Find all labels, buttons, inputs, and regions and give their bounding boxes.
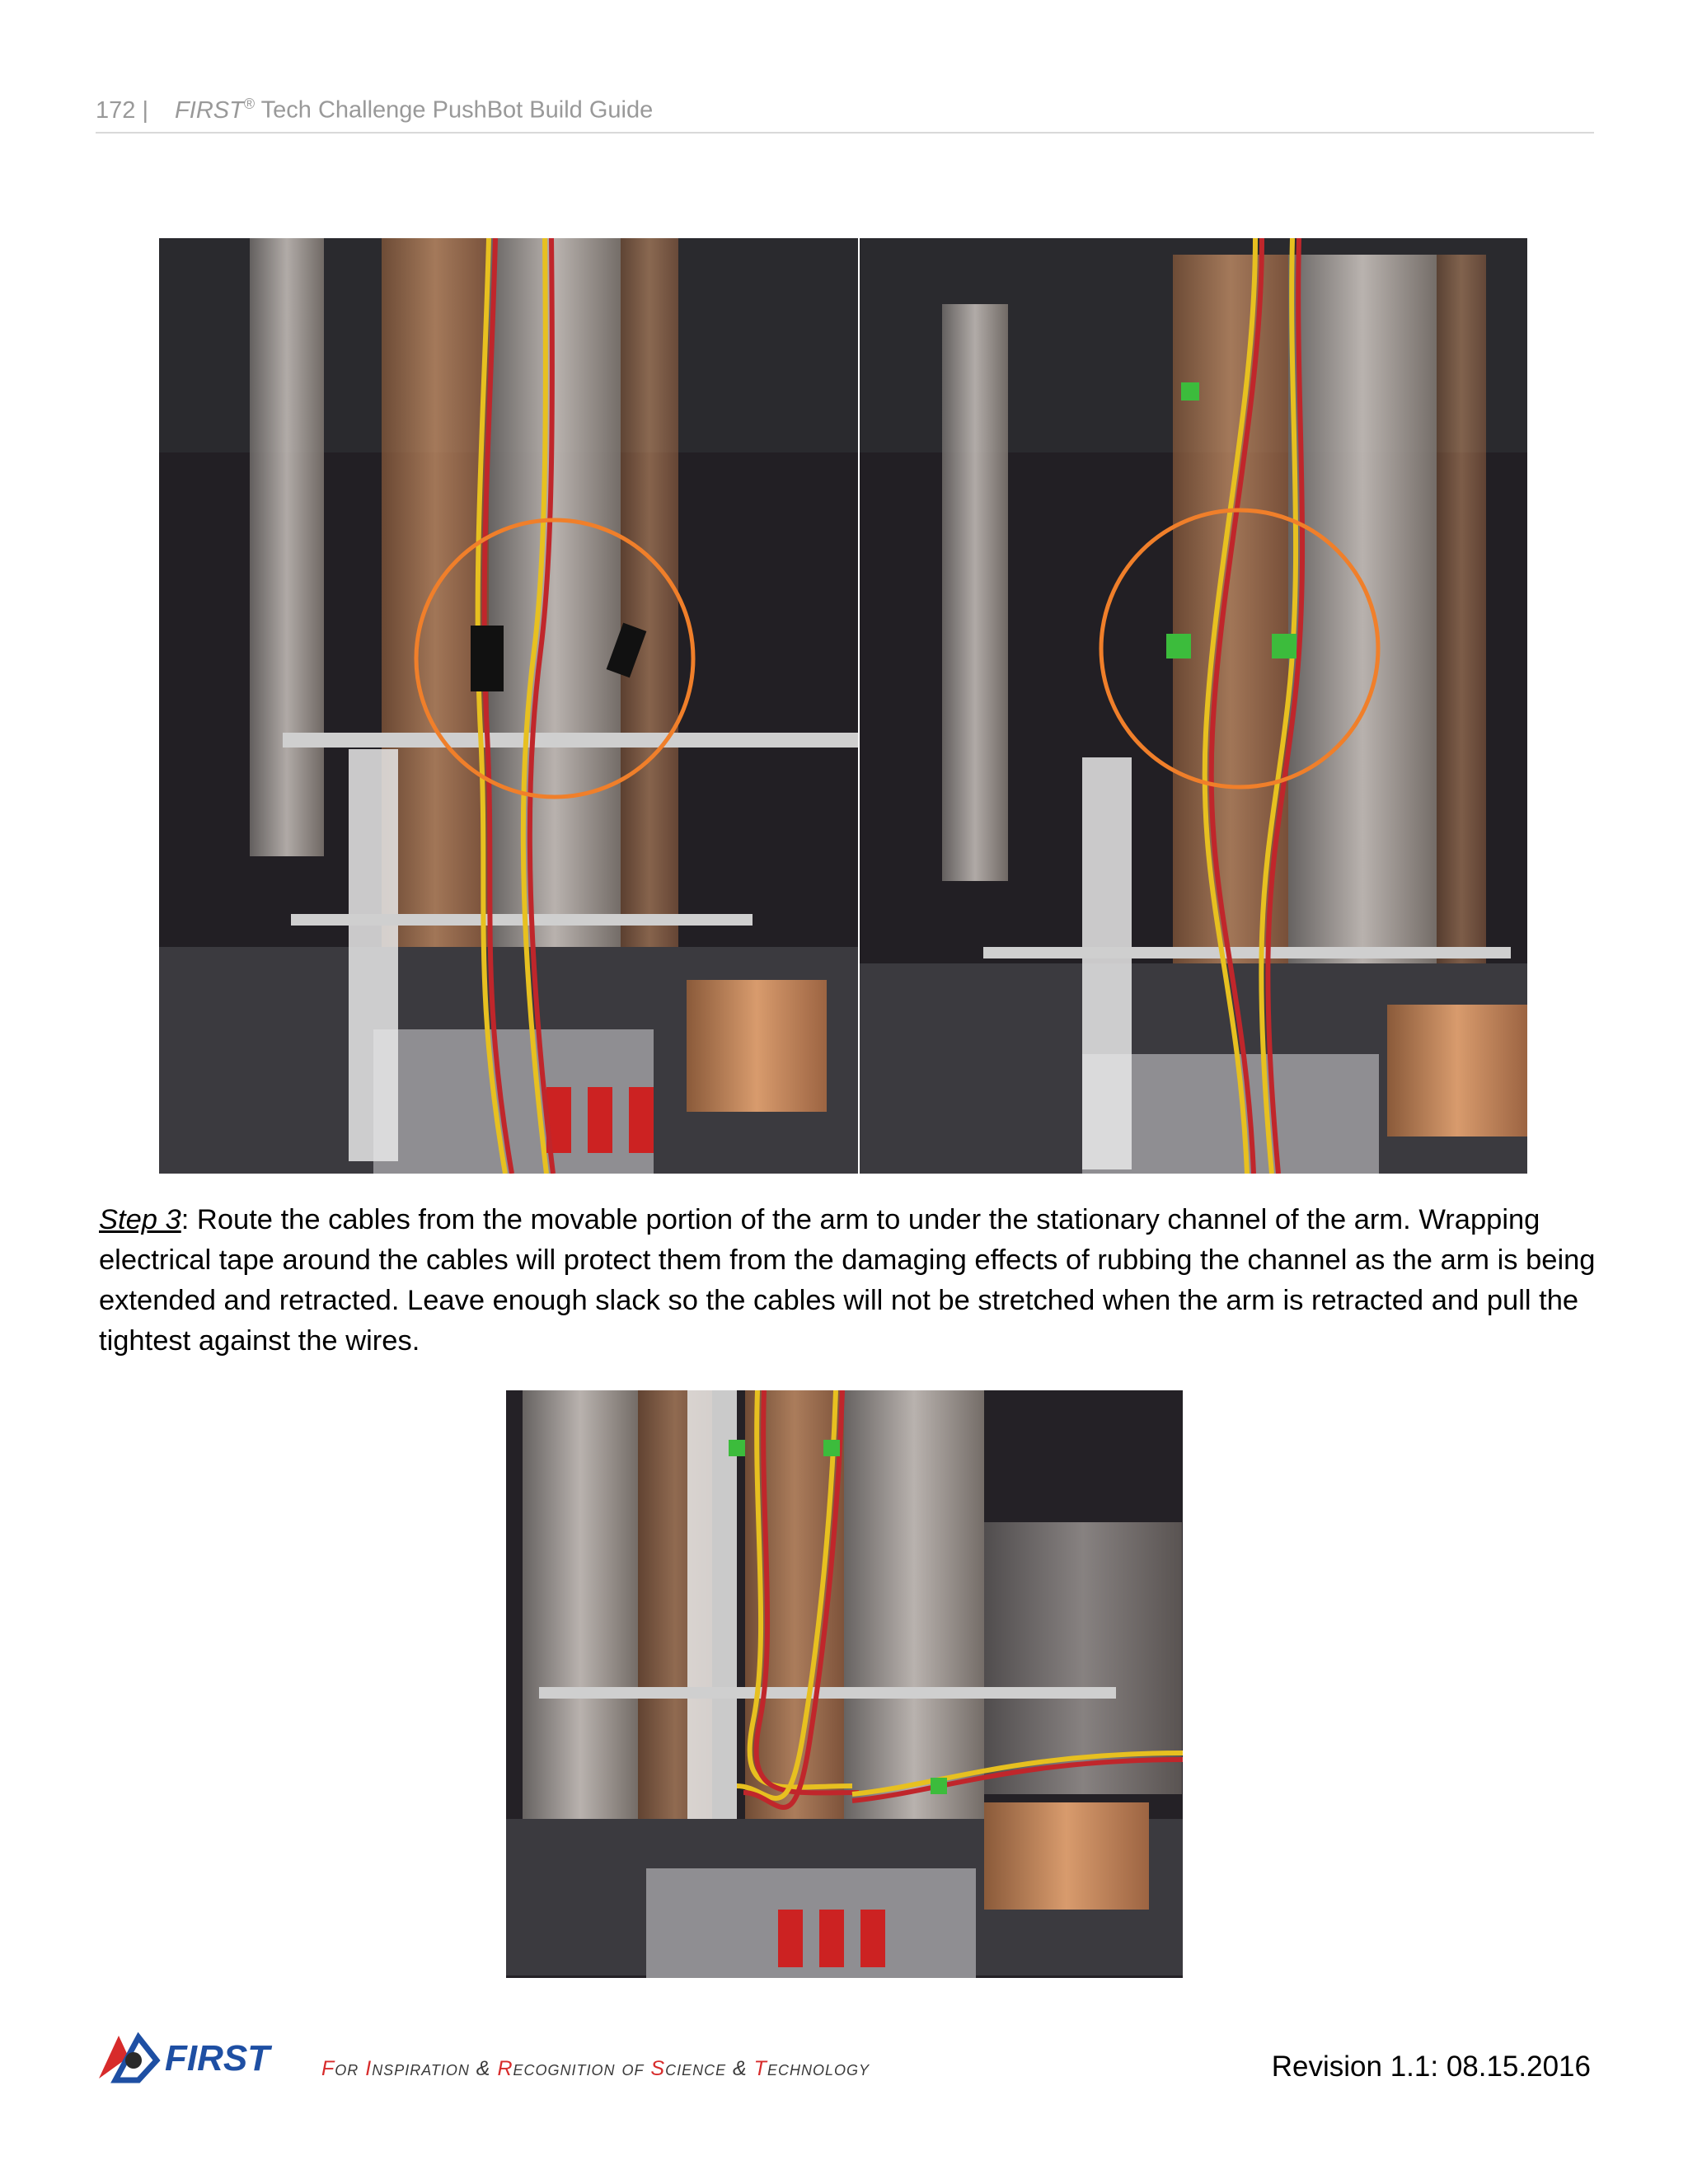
photo-wires-before (159, 238, 858, 1174)
revision-label: Revision 1.1: 08.15.2016 (1271, 2050, 1591, 2083)
first-tagline (321, 2057, 870, 2081)
tagline-initial: T (753, 2057, 767, 2080)
robot-photo-1 (159, 238, 858, 1174)
step-text: : Route the cables from the movable portion of the arm to under the stationary channel of the arm. Wrapping electrical tape around the cables will protect them from the damaging effects of rubbing the channel as the arm is being extended and retracted. Leave enough slack so the cables will not be stretched when the arm is retracted and pull the tightest against the wires. (99, 1204, 1596, 1357)
header-title: Tech Challenge PushBot Build Guide (260, 96, 654, 124)
tagline-word: or (335, 2057, 366, 2080)
tagline-word: nspiration & (372, 2057, 498, 2080)
first-logo-icon (97, 2029, 312, 2087)
robot-photo-3 (506, 1390, 1183, 1978)
tagline-initial: I (365, 2057, 373, 2080)
first-logo (97, 2029, 312, 2087)
tagline-word: echnology (767, 2057, 870, 2080)
tagline-initial: S (650, 2057, 666, 2080)
tagline-word: cience & (665, 2057, 754, 2080)
logo-text: FIRST (165, 2038, 270, 2079)
header-brand: FIRST (175, 96, 244, 124)
page-header (96, 96, 1594, 134)
page-number: 172 | (96, 96, 148, 124)
photo-wires-after (860, 238, 1527, 1174)
robot-photo-2 (860, 238, 1527, 1174)
step-3-instructions (99, 1200, 1599, 1361)
registered-mark: ® (243, 96, 256, 112)
step-label: Step 3 (99, 1204, 181, 1235)
tagline-initial: F (321, 2057, 335, 2080)
photo-cables-routed (506, 1390, 1183, 1978)
tagline-word: ecognition of (513, 2057, 651, 2080)
tagline-initial: R (497, 2057, 513, 2080)
